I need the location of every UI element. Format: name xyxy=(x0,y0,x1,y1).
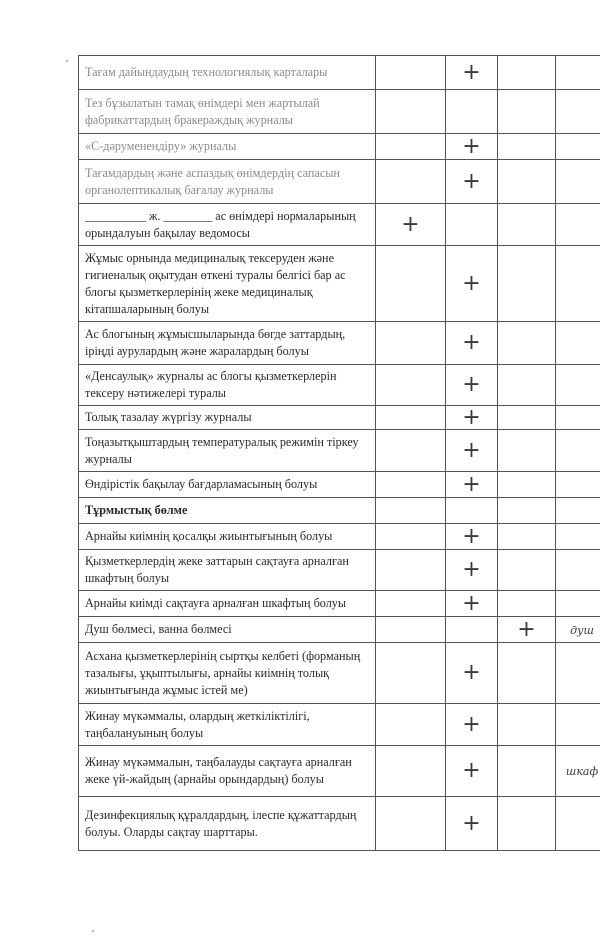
checklist-table xyxy=(78,55,600,851)
note-cell xyxy=(556,56,600,90)
handwritten-plus-mark: + xyxy=(462,523,481,549)
note-cell xyxy=(556,524,600,550)
mark-cell-1 xyxy=(376,430,446,472)
table-row xyxy=(79,591,600,617)
mark-cell-1 xyxy=(376,160,446,204)
note-cell xyxy=(556,204,600,246)
note-cell xyxy=(556,90,600,134)
table-row xyxy=(79,246,600,322)
section-title: Тұрмыстық бөлме xyxy=(79,498,376,524)
note-cell xyxy=(556,797,600,851)
mark-cell-3 xyxy=(498,746,556,797)
mark-cell-1 xyxy=(376,472,446,498)
handwritten-plus-mark: + xyxy=(462,404,481,430)
mark-cell-3 xyxy=(498,56,556,90)
handwritten-plus-mark: + xyxy=(462,133,481,159)
table-row xyxy=(79,56,600,90)
mark-cell-2 xyxy=(446,322,498,365)
mark-cell-1 xyxy=(376,322,446,365)
requirement-text: Жинау мүкәммалы, олардың жеткіліктілігі, таңбалануының болуы xyxy=(79,704,376,746)
mark-cell-3 xyxy=(498,430,556,472)
note-cell xyxy=(556,550,600,591)
mark-cell-1 xyxy=(376,246,446,322)
mark-cell-3 xyxy=(498,246,556,322)
handwritten-plus-mark: + xyxy=(462,660,481,685)
handwritten-note: шкаф xyxy=(565,765,599,778)
requirement-text: Арнайы киімді сақтауға арналған шкафтың болуы xyxy=(79,591,376,617)
requirement-text: Асхана қызметкерлерінің сыртқы келбеті (форманың тазалығы, ұқыптылығы, арнайы киімнің толық жиынтығында жұмыс істей ме) xyxy=(79,643,376,704)
handwritten-plus-mark: + xyxy=(462,372,481,397)
note-cell xyxy=(556,643,600,704)
mark-cell-2 xyxy=(446,430,498,472)
note-cell xyxy=(556,704,600,746)
requirement-text: Дезинфекциялық құралдардың, ілеспе құжаттардың болуы. Оларды сақтау шарттары. xyxy=(79,797,376,851)
mark-cell-1 xyxy=(376,56,446,90)
handwritten-note: душ xyxy=(570,623,594,637)
mark-cell-2 xyxy=(446,204,498,246)
note-cell xyxy=(556,472,600,498)
table-row xyxy=(79,643,600,704)
table-row xyxy=(79,617,600,643)
mark-cell-3 xyxy=(498,204,556,246)
handwritten-plus-mark: + xyxy=(462,557,481,582)
mark-cell-1 xyxy=(376,524,446,550)
mark-cell-3 xyxy=(498,365,556,406)
handwritten-plus-mark: + xyxy=(462,330,481,355)
mark-cell-3 xyxy=(498,643,556,704)
handwritten-plus-mark: + xyxy=(401,211,420,237)
section-row xyxy=(79,498,600,524)
table-row xyxy=(79,472,600,498)
mark-cell-3 xyxy=(498,617,556,643)
checklist-body xyxy=(79,56,600,851)
table-row xyxy=(79,365,600,406)
mark-cell-1 xyxy=(376,704,446,746)
table-row xyxy=(79,90,600,134)
note-cell xyxy=(556,322,600,365)
mark-cell-2 xyxy=(446,160,498,204)
mark-cell-3 xyxy=(498,550,556,591)
table-row xyxy=(79,204,600,246)
mark-cell-3 xyxy=(498,90,556,134)
note-cell xyxy=(556,591,600,617)
mark-cell-2 xyxy=(446,498,498,524)
note-cell xyxy=(556,246,600,322)
mark-cell-2 xyxy=(446,746,498,797)
mark-cell-3 xyxy=(498,134,556,160)
note-cell xyxy=(556,430,600,472)
mark-cell-2 xyxy=(446,134,498,160)
note-cell xyxy=(556,134,600,160)
table-row xyxy=(79,746,600,797)
table-row xyxy=(79,430,600,472)
note-cell xyxy=(556,160,600,204)
mark-cell-2 xyxy=(446,550,498,591)
mark-cell-3 xyxy=(498,524,556,550)
note-cell xyxy=(556,498,600,524)
mark-cell-2 xyxy=(446,643,498,704)
table-row xyxy=(79,704,600,746)
note-cell xyxy=(556,746,600,797)
mark-cell-2 xyxy=(446,472,498,498)
table-row xyxy=(79,550,600,591)
mark-cell-2 xyxy=(446,90,498,134)
requirement-text: Толық тазалау жүргізу журналы xyxy=(79,406,376,430)
mark-cell-2 xyxy=(446,704,498,746)
mark-cell-1 xyxy=(376,134,446,160)
mark-cell-2 xyxy=(446,797,498,851)
requirement-text: Ас блогының жұмысшыларында бөгде заттардың, іріңді аурулардың және жаралардың болуы xyxy=(79,322,376,365)
mark-cell-3 xyxy=(498,472,556,498)
handwritten-plus-mark: + xyxy=(462,758,481,783)
handwritten-plus-mark: + xyxy=(462,711,481,737)
requirement-text: Қызметкерлердің жеке заттарын сақтауға арналған шкафтың болуы xyxy=(79,550,376,591)
handwritten-plus-mark: + xyxy=(462,168,481,194)
mark-cell-1 xyxy=(376,204,446,246)
mark-cell-2 xyxy=(446,617,498,643)
requirement-text: Жұмыс орнында медициналық тексеруден және гигиеналық оқытудан өткені туралы белгісі бар ас блогы қызметкерлерінің жеке медициналық кітапшаларының болуы xyxy=(79,246,376,322)
mark-cell-3 xyxy=(498,498,556,524)
mark-cell-2 xyxy=(446,365,498,406)
requirement-text: «Денсаулық» журналы ас блогы қызметкерлерін тексеру нәтижелері туралы xyxy=(79,365,376,406)
table-row xyxy=(79,322,600,365)
mark-cell-2 xyxy=(446,591,498,617)
mark-cell-3 xyxy=(498,322,556,365)
mark-cell-3 xyxy=(498,406,556,430)
requirement-text: Тоңазытқыштардың температуралық режимін тіркеу журналы xyxy=(79,430,376,472)
note-cell xyxy=(556,617,600,643)
mark-cell-1 xyxy=(376,746,446,797)
note-cell xyxy=(556,365,600,406)
handwritten-plus-mark: + xyxy=(462,437,481,463)
mark-cell-3 xyxy=(498,160,556,204)
mark-cell-1 xyxy=(376,797,446,851)
requirement-text: __________ ж. ________ ас өнімдері нормаларының орындалуын бақылау ведомосы xyxy=(79,204,376,246)
mark-cell-2 xyxy=(446,246,498,322)
table-row xyxy=(79,797,600,851)
table-row xyxy=(79,160,600,204)
mark-cell-2 xyxy=(446,56,498,90)
handwritten-plus-mark: + xyxy=(462,810,481,836)
handwritten-plus-mark: + xyxy=(517,616,536,642)
requirement-text: Тез бұзылатын тамақ өнімдері мен жартылай фабрикаттардың бракераждық журналы xyxy=(79,90,376,134)
handwritten-plus-mark: + xyxy=(462,471,481,497)
requirement-text: Душ бөлмесі, ванна бөлмесі xyxy=(79,617,376,643)
mark-cell-1 xyxy=(376,365,446,406)
mark-cell-1 xyxy=(376,550,446,591)
requirement-text: Жинау мүкәммалын, таңбалауды сақтауға арналған жеке үй-жайдың (арнайы орындардың) болуы xyxy=(79,746,376,797)
mark-cell-2 xyxy=(446,406,498,430)
mark-cell-3 xyxy=(498,797,556,851)
mark-cell-1 xyxy=(376,591,446,617)
handwritten-plus-mark: + xyxy=(462,59,481,85)
mark-cell-1 xyxy=(376,90,446,134)
handwritten-plus-mark: + xyxy=(462,270,481,296)
mark-cell-1 xyxy=(376,498,446,524)
requirement-text: Тағамдардың және аспаздық өнімдердің сапасын органолептикалық бағалау журналы xyxy=(79,160,376,204)
table-row xyxy=(79,524,600,550)
mark-cell-1 xyxy=(376,617,446,643)
handwritten-plus-mark: + xyxy=(462,590,481,616)
scan-speck xyxy=(66,60,68,62)
requirement-text: Тағам дайындаудың технологиялық карталары xyxy=(79,56,376,90)
mark-cell-2 xyxy=(446,524,498,550)
table-row xyxy=(79,134,600,160)
scan-speck xyxy=(92,930,94,932)
requirement-text: Өндірістік бақылау бағдарламасының болуы xyxy=(79,472,376,498)
requirement-text: «С-дәруменендіру» журналы xyxy=(79,134,376,160)
mark-cell-3 xyxy=(498,704,556,746)
requirement-text: Арнайы киімнің қосалқы жиынтығының болуы xyxy=(79,524,376,550)
table-row xyxy=(79,406,600,430)
mark-cell-1 xyxy=(376,406,446,430)
mark-cell-3 xyxy=(498,591,556,617)
mark-cell-1 xyxy=(376,643,446,704)
note-cell xyxy=(556,406,600,430)
